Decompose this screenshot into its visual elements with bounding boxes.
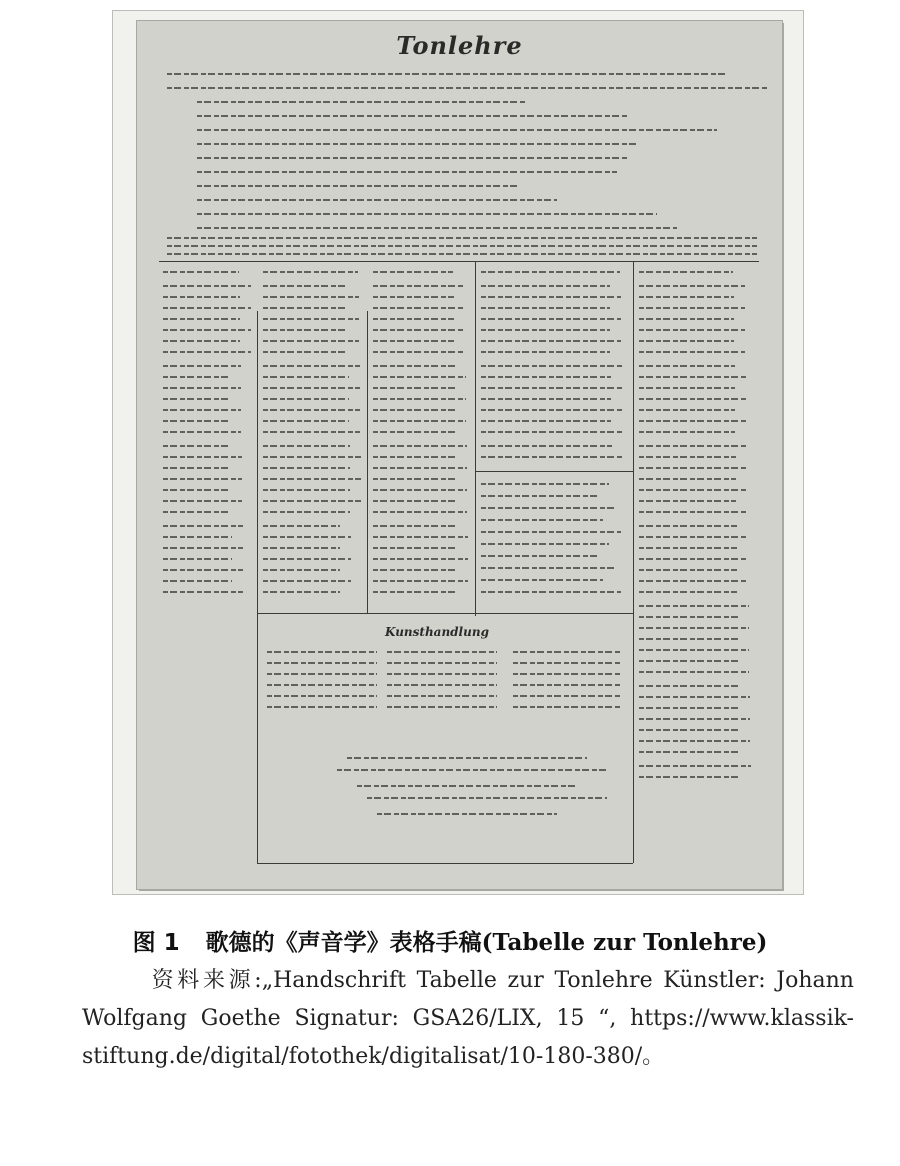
handwriting-line xyxy=(163,525,243,527)
handwriting-line xyxy=(373,489,467,491)
handwriting-line xyxy=(513,684,621,686)
handwriting-line xyxy=(639,591,737,593)
handwriting-line xyxy=(639,409,735,411)
handwriting-line xyxy=(481,387,622,389)
handwriting-line xyxy=(481,409,622,411)
handwriting-line xyxy=(197,199,557,201)
handwriting-line xyxy=(263,445,350,447)
handwriting-line xyxy=(639,569,737,571)
handwriting-line xyxy=(163,431,241,433)
handwriting-line xyxy=(263,409,360,411)
handwriting-line xyxy=(639,660,738,662)
handwriting-line xyxy=(167,87,767,89)
caption-title-latin: (Tabelle zur Tonlehre) xyxy=(481,929,768,956)
table-rule xyxy=(475,471,633,472)
table-bottom-rule xyxy=(257,863,633,864)
handwriting-line xyxy=(267,651,377,653)
handwriting-line xyxy=(481,445,612,447)
table-rule xyxy=(257,613,633,614)
handwriting-line xyxy=(167,245,757,247)
handwriting-line xyxy=(263,340,359,342)
handwriting-line xyxy=(163,511,231,513)
source-note xyxy=(82,962,854,1076)
handwriting-line xyxy=(263,500,361,502)
handwriting-line xyxy=(163,478,242,480)
handwriting-line xyxy=(639,547,737,549)
handwriting-line xyxy=(373,387,455,389)
handwriting-line xyxy=(167,73,727,75)
handwriting-line xyxy=(163,536,232,538)
handwriting-line xyxy=(163,376,230,378)
handwriting-line xyxy=(639,500,736,502)
handwriting-line xyxy=(373,467,467,469)
figure-caption xyxy=(0,924,900,957)
handwriting-line xyxy=(373,558,468,560)
manuscript-photo xyxy=(112,10,804,895)
handwriting-line xyxy=(639,751,739,753)
handwriting-line xyxy=(263,376,349,378)
handwriting-line xyxy=(639,307,745,309)
source-text: „Handschrift Tabelle zur Tonlehre Künstler: Johann Wolfgang Goethe Signatur: GSA26/LIX, 15 “, https://www.klassik-stiftung.de/digital/fotothek/digitalisat/10-180-380/。 xyxy=(82,968,854,1069)
handwriting-line xyxy=(639,296,734,298)
handwriting-line xyxy=(481,531,621,533)
section-heading: Kunsthandlung xyxy=(385,625,489,639)
handwriting-line xyxy=(373,307,465,309)
handwriting-line xyxy=(481,431,622,433)
handwriting-line xyxy=(513,695,621,697)
handwriting-line xyxy=(373,591,457,593)
handwriting-line xyxy=(197,129,717,131)
handwriting-line xyxy=(513,651,621,653)
handwriting-line xyxy=(197,143,637,145)
handwriting-line xyxy=(263,387,360,389)
handwriting-line xyxy=(263,271,358,273)
handwriting-line xyxy=(377,813,557,815)
handwriting-line xyxy=(639,387,735,389)
handwriting-line xyxy=(373,569,457,571)
handwriting-line xyxy=(373,409,455,411)
handwriting-line xyxy=(639,525,737,527)
handwriting-line xyxy=(373,296,454,298)
handwriting-line xyxy=(387,684,497,686)
handwriting-line xyxy=(639,718,750,720)
handwriting-line xyxy=(163,445,231,447)
handwriting-line xyxy=(267,684,377,686)
handwriting-line xyxy=(481,296,621,298)
manuscript-title: Tonlehre xyxy=(396,31,523,60)
handwriting-line xyxy=(197,185,517,187)
handwriting-line xyxy=(263,525,340,527)
handwriting-line xyxy=(481,285,610,287)
handwriting-line xyxy=(639,467,747,469)
handwriting-line xyxy=(263,431,360,433)
handwriting-line xyxy=(163,420,230,422)
handwriting-line xyxy=(639,318,734,320)
handwriting-line xyxy=(481,507,615,509)
handwriting-line xyxy=(373,318,454,320)
manuscript-sheet xyxy=(137,21,782,889)
source-label: 资料来源: xyxy=(148,968,262,993)
handwriting-line xyxy=(373,329,465,331)
handwriting-line xyxy=(263,580,351,582)
handwriting-line xyxy=(639,671,749,673)
handwriting-line xyxy=(263,318,359,320)
handwriting-line xyxy=(197,157,627,159)
handwriting-line xyxy=(267,706,377,708)
handwriting-line xyxy=(163,580,232,582)
handwriting-line xyxy=(373,420,466,422)
handwriting-line xyxy=(163,398,230,400)
handwriting-line xyxy=(263,296,359,298)
handwriting-line xyxy=(387,695,497,697)
handwriting-line xyxy=(481,420,611,422)
handwriting-line xyxy=(373,511,467,513)
handwriting-line xyxy=(639,729,739,731)
handwriting-line xyxy=(481,567,615,569)
table-divider xyxy=(257,311,258,613)
handwriting-line xyxy=(639,649,749,651)
handwriting-line xyxy=(367,797,607,799)
handwriting-line xyxy=(639,740,750,742)
handwriting-line xyxy=(263,365,360,367)
handwriting-line xyxy=(387,706,497,708)
handwriting-line xyxy=(639,329,745,331)
handwriting-line xyxy=(263,591,340,593)
handwriting-line xyxy=(481,555,597,557)
handwriting-line xyxy=(163,307,251,309)
handwriting-line xyxy=(263,558,351,560)
handwriting-line xyxy=(639,627,749,629)
handwriting-line xyxy=(263,420,349,422)
handwriting-line xyxy=(373,365,455,367)
handwriting-line xyxy=(387,662,497,664)
handwriting-line xyxy=(481,579,603,581)
handwriting-line xyxy=(267,695,377,697)
handwriting-line xyxy=(481,340,621,342)
handwriting-line xyxy=(387,651,497,653)
handwriting-line xyxy=(481,398,611,400)
handwriting-line xyxy=(639,605,749,607)
handwriting-line xyxy=(347,757,587,759)
handwriting-line xyxy=(197,213,657,215)
handwriting-line xyxy=(267,662,377,664)
handwriting-line xyxy=(197,171,617,173)
handwriting-line xyxy=(163,318,240,320)
handwriting-line xyxy=(197,101,527,103)
handwriting-line xyxy=(639,456,736,458)
handwriting-line xyxy=(639,340,734,342)
handwriting-line xyxy=(163,285,251,287)
handwriting-line xyxy=(163,547,243,549)
handwriting-line xyxy=(639,445,747,447)
handwriting-line xyxy=(481,318,621,320)
table-divider xyxy=(475,261,476,616)
handwriting-line xyxy=(373,525,457,527)
handwriting-line xyxy=(387,673,497,675)
handwriting-line xyxy=(481,519,603,521)
table-divider xyxy=(367,311,368,613)
handwriting-line xyxy=(639,285,745,287)
handwriting-line xyxy=(481,483,609,485)
handwriting-line xyxy=(639,765,751,767)
handwriting-line xyxy=(263,307,348,309)
handwriting-line xyxy=(163,467,231,469)
handwriting-line xyxy=(337,769,607,771)
handwriting-line xyxy=(263,511,350,513)
handwriting-line xyxy=(163,569,243,571)
handwriting-line xyxy=(263,489,350,491)
handwriting-line xyxy=(373,478,456,480)
handwriting-line xyxy=(639,707,739,709)
handwriting-line xyxy=(163,351,251,353)
handwriting-line xyxy=(639,376,746,378)
handwriting-line xyxy=(163,340,240,342)
handwriting-line xyxy=(373,431,455,433)
handwriting-line xyxy=(267,673,377,675)
handwriting-line xyxy=(639,365,735,367)
handwriting-line xyxy=(481,271,620,273)
handwriting-line xyxy=(163,489,231,491)
handwriting-line xyxy=(639,431,735,433)
handwriting-line xyxy=(373,376,466,378)
handwriting-line xyxy=(639,558,748,560)
handwriting-line xyxy=(481,591,621,593)
handwriting-line xyxy=(639,696,750,698)
handwriting-line xyxy=(481,456,623,458)
table-divider xyxy=(257,613,258,863)
handwriting-line xyxy=(481,351,610,353)
handwriting-line xyxy=(263,467,350,469)
handwriting-line xyxy=(263,285,348,287)
handwriting-line xyxy=(373,500,456,502)
handwriting-line xyxy=(481,376,611,378)
handwriting-line xyxy=(481,329,610,331)
handwriting-line xyxy=(263,329,348,331)
handwriting-line xyxy=(373,271,453,273)
handwriting-line xyxy=(263,398,349,400)
handwriting-line xyxy=(167,253,757,255)
handwriting-line xyxy=(481,543,609,545)
handwriting-line xyxy=(263,456,361,458)
handwriting-line xyxy=(639,271,733,273)
handwriting-line xyxy=(373,456,456,458)
handwriting-line xyxy=(373,580,468,582)
handwriting-line xyxy=(163,456,242,458)
handwriting-line xyxy=(481,307,610,309)
handwriting-line xyxy=(639,616,738,618)
handwriting-line xyxy=(373,285,465,287)
handwriting-line xyxy=(373,351,465,353)
handwriting-line xyxy=(163,387,241,389)
handwriting-line xyxy=(639,638,738,640)
handwriting-line xyxy=(163,271,239,273)
handwriting-line xyxy=(481,495,597,497)
handwriting-line xyxy=(513,673,621,675)
handwriting-line xyxy=(373,340,454,342)
handwriting-line xyxy=(639,489,747,491)
handwriting-line xyxy=(163,296,240,298)
handwriting-line xyxy=(373,536,468,538)
table-top-rule xyxy=(159,261,759,262)
caption-title-zh: 歌德的《声音学》表格手稿 xyxy=(205,930,482,956)
handwriting-line xyxy=(639,685,739,687)
handwriting-line xyxy=(373,445,467,447)
handwriting-line xyxy=(163,365,241,367)
handwriting-line xyxy=(639,478,736,480)
handwriting-line xyxy=(639,511,747,513)
handwriting-line xyxy=(373,398,466,400)
handwriting-line xyxy=(513,706,621,708)
handwriting-line xyxy=(197,227,677,229)
handwriting-line xyxy=(163,558,232,560)
handwriting-line xyxy=(163,329,251,331)
handwriting-line xyxy=(513,662,621,664)
table-divider xyxy=(633,613,634,863)
handwriting-line xyxy=(263,351,348,353)
handwriting-line xyxy=(163,409,241,411)
handwriting-line xyxy=(263,569,340,571)
handwriting-line xyxy=(373,547,457,549)
handwriting-line xyxy=(481,365,622,367)
handwriting-line xyxy=(163,591,243,593)
handwriting-line xyxy=(163,500,242,502)
handwriting-line xyxy=(263,478,361,480)
handwriting-line xyxy=(639,420,746,422)
handwriting-line xyxy=(263,536,351,538)
handwriting-line xyxy=(639,351,745,353)
handwriting-line xyxy=(639,580,748,582)
handwriting-line xyxy=(639,398,746,400)
handwriting-line xyxy=(357,785,577,787)
handwriting-line xyxy=(197,115,627,117)
handwriting-line xyxy=(263,547,340,549)
handwriting-line xyxy=(639,776,740,778)
handwriting-line xyxy=(639,536,748,538)
handwriting-line xyxy=(167,237,757,239)
figure-number: 图 1 xyxy=(132,930,180,956)
